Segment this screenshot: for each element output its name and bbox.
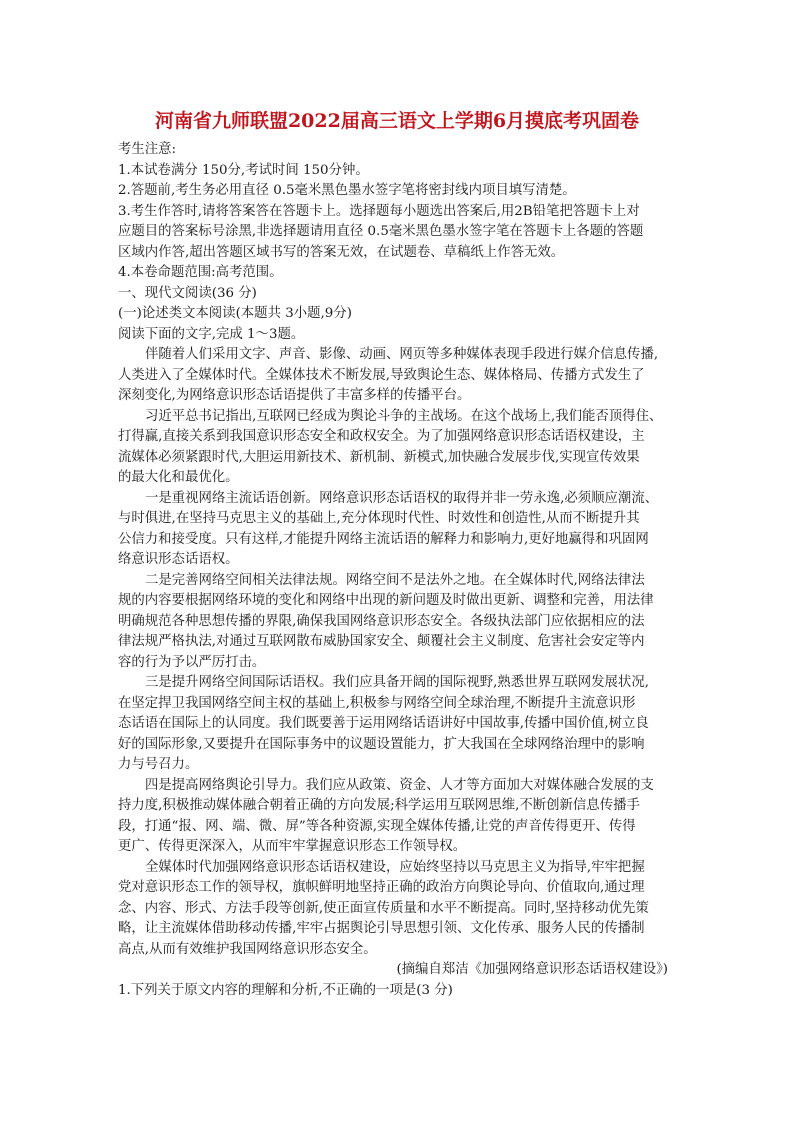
paragraph-line: 公信力和接受度。只有这样,才能提升网络主流话语的解释力和影响力,更好地赢得和巩固网 xyxy=(118,531,649,547)
paragraph-line: 流媒体必须紧跟时代,大胆运用新技术、新机制、新模式,加快融合发展步伐,实现宣传效果 xyxy=(118,449,640,465)
document-body xyxy=(118,140,680,1001)
paragraph-line: 在坚定捍卫我国网络空间主权的基础上,积极参与网络空间全球治理,不断提升主流意识形 xyxy=(118,695,636,711)
notice-item: 3.考生作答时,请将答案答在答题卡上。选择题每小题选出答案后,用2B铅笔把答题卡上对 xyxy=(118,203,640,219)
paragraph-line: 略，让主流媒体借助移动传播,牢牢占据舆论引导思想引领、文化传承、服务人民的传播制 xyxy=(118,921,645,936)
paragraph-line: 律法规严格执法,对通过互联网散布威胁国家安全、颠覆社会主义制度、危害社会安定等内 xyxy=(118,634,645,649)
paragraph-line: 力与号召力。 xyxy=(118,757,199,772)
notice-heading: 考生注意: xyxy=(118,142,177,157)
paragraph-line: 二是完善网络空间相关法律法规。网络空间不是法外之地。在全媒体时代,网络法律法 xyxy=(145,572,645,588)
paragraph-line: 容的行为予以严厉打击。 xyxy=(118,654,266,670)
question-1: 1.下列关于原文内容的理解和分析,不正确的一项是(3 分) xyxy=(118,982,453,998)
paragraph-line: 全媒体时代加强网络意识形态话语权建设，应始终坚持以马克思主义为指导,牢牢把握 xyxy=(145,859,645,875)
paragraph-5 xyxy=(118,673,680,776)
paragraph-line: 党对意识形态工作的领导权，旗帜鲜明地坚持正确的政治方向舆论导向、价值取向,通过理 xyxy=(118,880,645,895)
source-citation: (摘编自郑洁《加强网络意识形态话语权建设》) xyxy=(396,962,668,977)
paragraph-6 xyxy=(118,776,680,858)
paragraph-2 xyxy=(118,407,680,489)
paragraph-line: 与时俱进,在坚持马克思主义的基础上,充分体现时代性、时效性和创造性,从而不断提升其 xyxy=(118,511,640,526)
paragraph-line: 好的国际形象,又要提升在国际事务中的议题设置能力，扩大我国在全球网络治理中的影响 xyxy=(118,736,645,752)
notice-item: 应题目的答案标号涂黑,非选择题请用直径 0.5毫米黑色墨水签字笔在答题卡上各题的答题 xyxy=(118,224,644,239)
paragraph-3 xyxy=(118,489,680,571)
paragraph-line: 念、内容、形式、方法手段等创新,使正面宣传质量和水平不断提高。同时,坚持移动优先策 xyxy=(118,900,649,916)
paragraph-line: 人类进入了全媒体时代。全媒体技术不断发展,导致舆论生态、媒体格局、传播方式发生了 xyxy=(118,367,645,383)
paragraph-line: 持力度,积极推动媒体融合朝着正确的方向发展;科学运用互联网思维,不断创新信息传播手 xyxy=(118,798,640,813)
paragraph-line: 的最大化和最优化。 xyxy=(118,470,239,485)
paragraph-line: 段，打通“报、网、端、微、屏”等各种资源,实现全媒体传播,让党的声音传得更开、传得 xyxy=(118,818,636,834)
paragraph-1 xyxy=(118,345,680,407)
paragraph-7 xyxy=(118,858,680,961)
paragraph-line: 一是重视网络主流话语创新。网络意识形态话语权的取得并非一劳永逸,必须顺应潮流、 xyxy=(145,490,659,506)
paragraph-line: 习近平总书记指出,互联网已经成为舆论斗争的主战场。在这个战场上,我们能否顶得住、 xyxy=(145,408,663,424)
section-instruction: 阅读下面的文字,完成 1～3题。 xyxy=(118,326,305,342)
paragraph-line: 规的内容要根据网络环境的变化和网络中出现的新问题及时做出更新、调整和完善，用法律 xyxy=(118,593,654,608)
section-subheading: (一)论述类文本阅读(本题共 3小题,9分) xyxy=(118,306,352,321)
paragraph-line: 深刻变化,为网络意识形态话语提供了丰富多样的传播平台。 xyxy=(118,388,471,403)
page-title: 河南省九师联盟2022届高三语文上学期6月摸底考巩固卷 xyxy=(154,110,640,132)
notice-item: 4.本卷命题范围:高考范围。 xyxy=(118,265,283,280)
paragraph-line: 打得赢,直接关系到我国意识形态安全和政权安全。为了加强网络意识形态话语权建设，主 xyxy=(118,429,645,444)
paragraph-line: 伴随着人们采用文字、声音、影像、动画、网页等多种媒体表现手段进行媒介信息传播, xyxy=(145,347,659,362)
paragraph-line: 四是提高网络舆论引导力。我们应从政策、资金、人才等方面加大对媒体融合发展的支 xyxy=(145,777,654,793)
notice-item: 区域内作答,超出答题区域书写的答案无效，在试题卷、草稿纸上作答无效。 xyxy=(118,244,565,260)
paragraph-line: 更广、传得更深深入，从而牢牢掌握意识形态工作领导权。 xyxy=(118,839,467,854)
notice-item: 1.本试卷满分 150分,考试时间 150分钟。 xyxy=(118,162,369,178)
paragraph-line: 络意识形态话语权。 xyxy=(118,552,239,567)
paragraph-4 xyxy=(118,571,680,674)
notice-item: 2.答题前,考生务必用直径 0.5毫米黑色墨水签字笔将密封线内项目填写清楚。 xyxy=(118,183,576,198)
paragraph-line: 高点,从而有效维护我国网络意识形态安全。 xyxy=(118,941,377,957)
section-heading: 一、现代文阅读(36 分) xyxy=(118,285,257,301)
paragraph-line: 三是提升网络空间国际话语权。我们应具备开阔的国际视野,熟悉世界互联网发展状况, xyxy=(145,675,649,690)
paragraph-line: 明确规范各种思想传播的界限,确保我国网络意识形态安全。各级执法部门应依据相应的法 xyxy=(118,613,645,629)
paragraph-line: 态话语在国际上的认同度。我们既要善于运用网络话语讲好中国故事,传播中国价值,树立良 xyxy=(118,716,649,731)
